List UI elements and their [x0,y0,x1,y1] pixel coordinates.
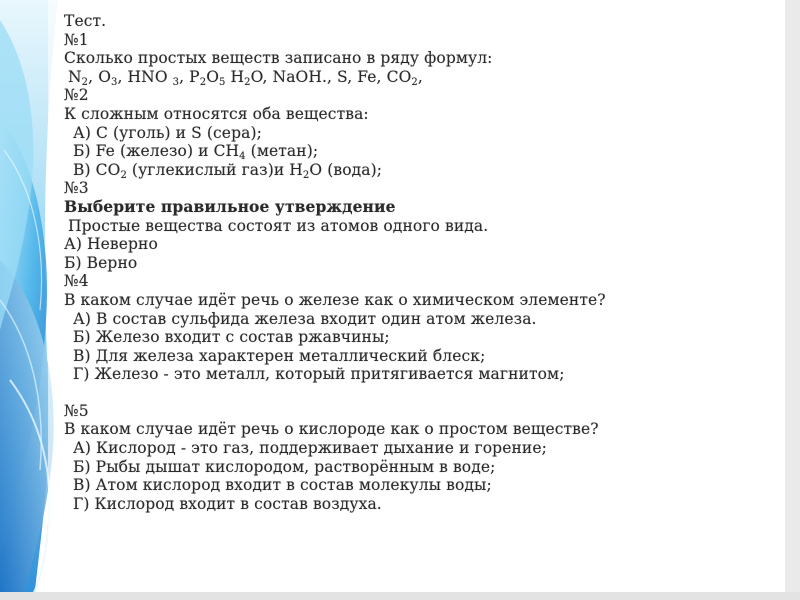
question-2-option-b: Б) Fe (железо) и $CH_4$ (метан); [73,142,319,163]
question-4-option-b: Б) Железо входит с состав ржавчины; [73,328,390,347]
question-5-option-d: Г) Кислород входит в состав воздуха. [73,494,382,513]
question-3-option-b: Б) Верно [64,253,138,272]
question-4-option-a: А) В состав сульфида железа входит один атом железа. [73,309,537,328]
question-1-formulas: $N_2$, $O_3$, HNO $_3$, $P_2O_5$ $H_2O$, NaOH., S, Fe, $CO_2$, [68,67,423,88]
question-4-number: №4 [64,272,89,291]
question-2-text: К сложным относятся оба вещества: [64,104,369,123]
question-4-option-c: В) Для железа характерен металлический блеск; [73,346,486,365]
question-2-option-c: В) $CO_2$ (углекислый газ)и $H_2O$ (вода); [73,160,383,181]
question-5-number: №5 [64,401,89,420]
question-5-option-a: А) Кислород - это газ, поддерживает дыхание и горение; [73,439,547,458]
question-3-statement: Простые вещества состоят из атомов одного вида. [68,216,489,235]
question-3-number: №3 [64,179,89,198]
question-2-number: №2 [64,86,89,105]
question-3-option-a: А) Неверно [64,235,158,254]
question-2-option-a: А) С (уголь) и S (сера); [73,123,262,142]
question-4-text: В каком случае идёт речь о железе как о химическом элементе? [64,290,606,309]
question-1-text: Сколько простых веществ записано в ряду формул: [64,49,493,68]
question-5-text: В каком случае идёт речь о кислороде как о простом веществе? [64,420,599,439]
question-5-option-c: В) Атом кислород входит в состав молекулы воды; [73,476,492,495]
test-content [64,12,784,513]
question-4-option-d: Г) Железо - это металл, который притягивается магнитом; [73,365,565,384]
question-3-text: Выберите правильное утверждение [64,196,396,216]
question-5-option-b: Б) Рыбы дышат кислородом, растворённым в воде; [73,457,496,476]
question-1-number: №1 [64,30,89,49]
test-title: Тест. [64,12,107,30]
